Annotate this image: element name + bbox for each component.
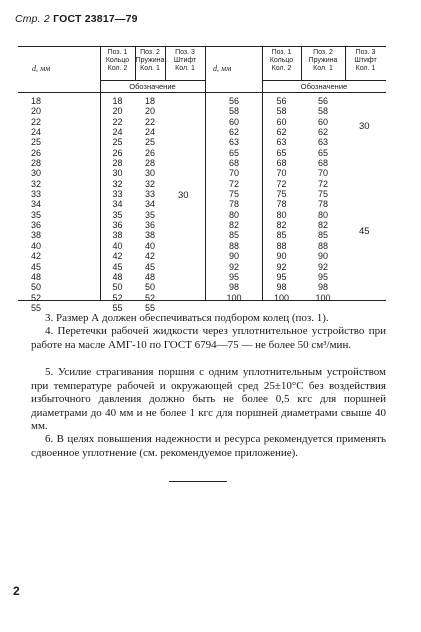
table-cell-ring: 33 (112, 189, 123, 200)
designation-header: Обозначение (300, 82, 348, 91)
table-cell-ring: 65 (276, 147, 287, 158)
table-cell-spring: 35 (144, 209, 155, 220)
table-cell-ring: 40 (112, 240, 123, 251)
table-cell-ring: 38 (112, 230, 123, 241)
table-cell-spring: 56 (317, 96, 328, 106)
table-cell-d: 58 (228, 106, 239, 117)
table-cell-ring: 25 (112, 137, 123, 148)
table-cell-ring: 75 (276, 189, 287, 200)
table-cell-spring: 55 (144, 302, 155, 313)
table-cell-d: 68 (228, 158, 239, 169)
table-cell-ring: 28 (112, 158, 123, 169)
table-cell-spring: 63 (317, 137, 328, 148)
table-cell-ring: 26 (112, 147, 123, 158)
note-6: 6. В целях повышения надежности и ресурса рекомендуется применять сдвоенное уплотнение (см. рекомендуемое приложение). (31, 433, 386, 459)
col-header-d: d, мм (213, 64, 232, 73)
table-cell-spring: 52 (144, 292, 155, 303)
table-cell-ring: 18 (112, 96, 123, 106)
table-cell-spring: 60 (317, 116, 328, 127)
table-cell-ring: 30 (112, 168, 123, 179)
table-cell-ring: 52 (112, 292, 123, 303)
table-cell-ring: 56 (276, 96, 287, 106)
table-cell-ring: 45 (112, 261, 123, 272)
col-header-pin: Поз. 3 Штифт Кол. 1 (354, 49, 377, 72)
standard-number: ГОСТ 23817—79 (53, 13, 138, 25)
table-cell-ring: 22 (112, 116, 123, 127)
table-cell-ring: 63 (276, 137, 287, 148)
table-cell-spring: 30 (144, 168, 155, 179)
table-cell-spring: 65 (317, 147, 328, 158)
table-cell-d: 52 (30, 292, 41, 303)
table-cell-spring: 62 (317, 127, 328, 138)
table-cell-spring: 20 (144, 106, 155, 117)
table-cell-d: 28 (30, 158, 41, 169)
table-cell-spring: 98 (317, 282, 328, 293)
right-ring-column (262, 96, 301, 303)
table-cell-spring: 82 (317, 220, 328, 231)
table-cell-d: 60 (228, 116, 239, 127)
table-cell-spring: 50 (144, 282, 155, 293)
col-header-pin: Поз. 3 Штифт Кол. 1 (173, 49, 197, 72)
table-cell-ring: 24 (112, 127, 123, 138)
table-cell-spring: 48 (144, 271, 155, 282)
table-cell-spring: 70 (317, 168, 328, 179)
table-cell-ring: 90 (276, 251, 287, 262)
table-cell-d: 75 (228, 189, 239, 200)
table-cell-spring: 100 (315, 292, 331, 303)
left-pin-value: 30 (178, 190, 189, 201)
table-cell-d: 98 (228, 282, 239, 293)
table-cell-d: 72 (228, 178, 239, 189)
table-cell-ring: 34 (112, 199, 123, 210)
table-cell-spring: 72 (317, 178, 328, 189)
table-cell-ring: 82 (276, 220, 287, 231)
table-cell-ring: 36 (112, 220, 123, 231)
table-cell-spring: 78 (317, 199, 328, 210)
table-cell-d: 80 (228, 209, 239, 220)
table-cell-d: 62 (228, 127, 239, 138)
table-cell-spring: 92 (317, 261, 328, 272)
table-cell-spring: 68 (317, 158, 328, 169)
table-cell-d: 45 (30, 261, 41, 272)
table-cell-ring: 72 (276, 178, 287, 189)
page-number: 2 (13, 584, 20, 598)
table-cell-spring: 95 (317, 271, 328, 282)
table-cell-d: 85 (228, 230, 239, 241)
table-cell-d: 63 (228, 137, 239, 148)
table-cell-spring: 85 (317, 230, 328, 241)
table-cell-d: 95 (228, 271, 239, 282)
left-d-column (24, 96, 48, 313)
note-3: 3. Размер А должен обеспечиваться подбором колец (поз. 1). (45, 312, 329, 324)
table-cell-d: 78 (228, 199, 239, 210)
table-cell-d: 35 (30, 209, 41, 220)
table-cell-d: 70 (228, 168, 239, 179)
table-cell-d: 92 (228, 261, 239, 272)
table-cell-d: 30 (30, 168, 41, 179)
table-cell-spring: 26 (144, 147, 155, 158)
table-cell-spring: 80 (317, 209, 328, 220)
table-cell-ring: 60 (276, 116, 287, 127)
table-cell-spring: 36 (144, 220, 155, 231)
table-cell-d: 32 (30, 178, 41, 189)
table-cell-spring: 90 (317, 251, 328, 262)
table-cell-ring: 50 (112, 282, 123, 293)
table-cell-d: 82 (228, 220, 239, 231)
table-cell-spring: 24 (144, 127, 155, 138)
table-cell-spring: 75 (317, 189, 328, 200)
table-cell-d: 88 (228, 240, 239, 251)
table-cell-spring: 38 (144, 230, 155, 241)
table-cell-d: 42 (30, 251, 41, 262)
table-cell-ring: 55 (112, 302, 123, 313)
divider (169, 481, 227, 482)
table-cell-ring: 35 (112, 209, 123, 220)
table-cell-d: 34 (30, 199, 41, 210)
right-pin-value-upper: 30 (359, 121, 370, 132)
table-cell-spring: 18 (144, 96, 155, 106)
table-cell-d: 55 (30, 302, 41, 313)
note-4: 4. Перетечки рабочей жидкости через уплотнительное устройство при работе на масле АМГ-10 по ГОСТ 6794—75 — не более 50 см³/мин. (31, 325, 386, 351)
table-cell-spring: 88 (317, 240, 328, 251)
table-cell-ring: 70 (276, 168, 287, 179)
table-cell-ring: 78 (276, 199, 287, 210)
table-cell-d: 18 (30, 96, 41, 106)
table-cell-d: 20 (30, 106, 41, 117)
table-cell-d: 90 (228, 251, 239, 262)
table-cell-d: 40 (30, 240, 41, 251)
table-cell-spring: 42 (144, 251, 155, 262)
table-cell-d: 25 (30, 137, 41, 148)
table-cell-ring: 95 (276, 271, 287, 282)
table-cell-ring: 20 (112, 106, 123, 117)
table-cell-d: 56 (228, 96, 239, 106)
table-cell-ring: 42 (112, 251, 123, 262)
col-header-d: d, мм (32, 64, 51, 73)
left-spring-column (135, 96, 165, 313)
table-cell-ring: 80 (276, 209, 287, 220)
table-cell-spring: 28 (144, 158, 155, 169)
table-cell-ring: 58 (276, 106, 287, 117)
page-header (15, 13, 138, 25)
table-cell-ring: 85 (276, 230, 287, 241)
col-header-ring: Поз. 1 Кольцо Кол. 2 (269, 49, 294, 72)
table-cell-ring: 68 (276, 158, 287, 169)
table-cell-d: 33 (30, 189, 41, 200)
table-cell-d: 22 (30, 116, 41, 127)
col-header-ring: Поз. 1 Кольцо Кол. 2 (105, 49, 130, 72)
left-ring-column (100, 96, 135, 313)
right-pin-value-lower: 45 (359, 226, 370, 237)
table-cell-d: 24 (30, 127, 41, 138)
table-cell-spring: 22 (144, 116, 155, 127)
table-cell-ring: 88 (276, 240, 287, 251)
right-d-column (222, 96, 246, 303)
table-cell-d: 50 (30, 282, 41, 293)
table-cell-ring: 92 (276, 261, 287, 272)
table-cell-d: 65 (228, 147, 239, 158)
table-cell-ring: 48 (112, 271, 123, 282)
table-cell-spring: 40 (144, 240, 155, 251)
table-cell-spring: 34 (144, 199, 155, 210)
table-cell-ring: 98 (276, 282, 287, 293)
designation-header: Обозначение (129, 82, 176, 91)
table-cell-spring: 25 (144, 137, 155, 148)
right-spring-column (301, 96, 345, 303)
table-cell-spring: 32 (144, 178, 155, 189)
page-label: Стр. 2 (15, 13, 50, 25)
table-cell-d: 36 (30, 220, 41, 231)
table-cell-d: 38 (30, 230, 41, 241)
table-cell-ring: 32 (112, 178, 123, 189)
note-5: 5. Усилие страгивания поршня с одним уплотнительным устройством при температуре рабочей и окружающей сред 25±10°C без воздействия избыточного давления должно быть не более 0,5 кгс для поршней диаметрами до 40 мм и не более 1 кгс для поршней диаметрами свыше 40 мм. (31, 366, 386, 432)
col-header-spring: Поз. 2 Пружина Кол. 1 (135, 49, 165, 72)
table-cell-d: 26 (30, 147, 41, 158)
table-cell-d: 48 (30, 271, 41, 282)
table-cell-spring: 58 (317, 106, 328, 117)
table-cell-ring: 100 (273, 292, 290, 303)
col-header-spring: Поз. 2 Пружина Кол. 1 (308, 49, 338, 72)
table-cell-spring: 33 (144, 189, 155, 200)
table-cell-d: 100 (226, 292, 242, 303)
table-cell-ring: 62 (276, 127, 287, 138)
table-cell-spring: 45 (144, 261, 155, 272)
